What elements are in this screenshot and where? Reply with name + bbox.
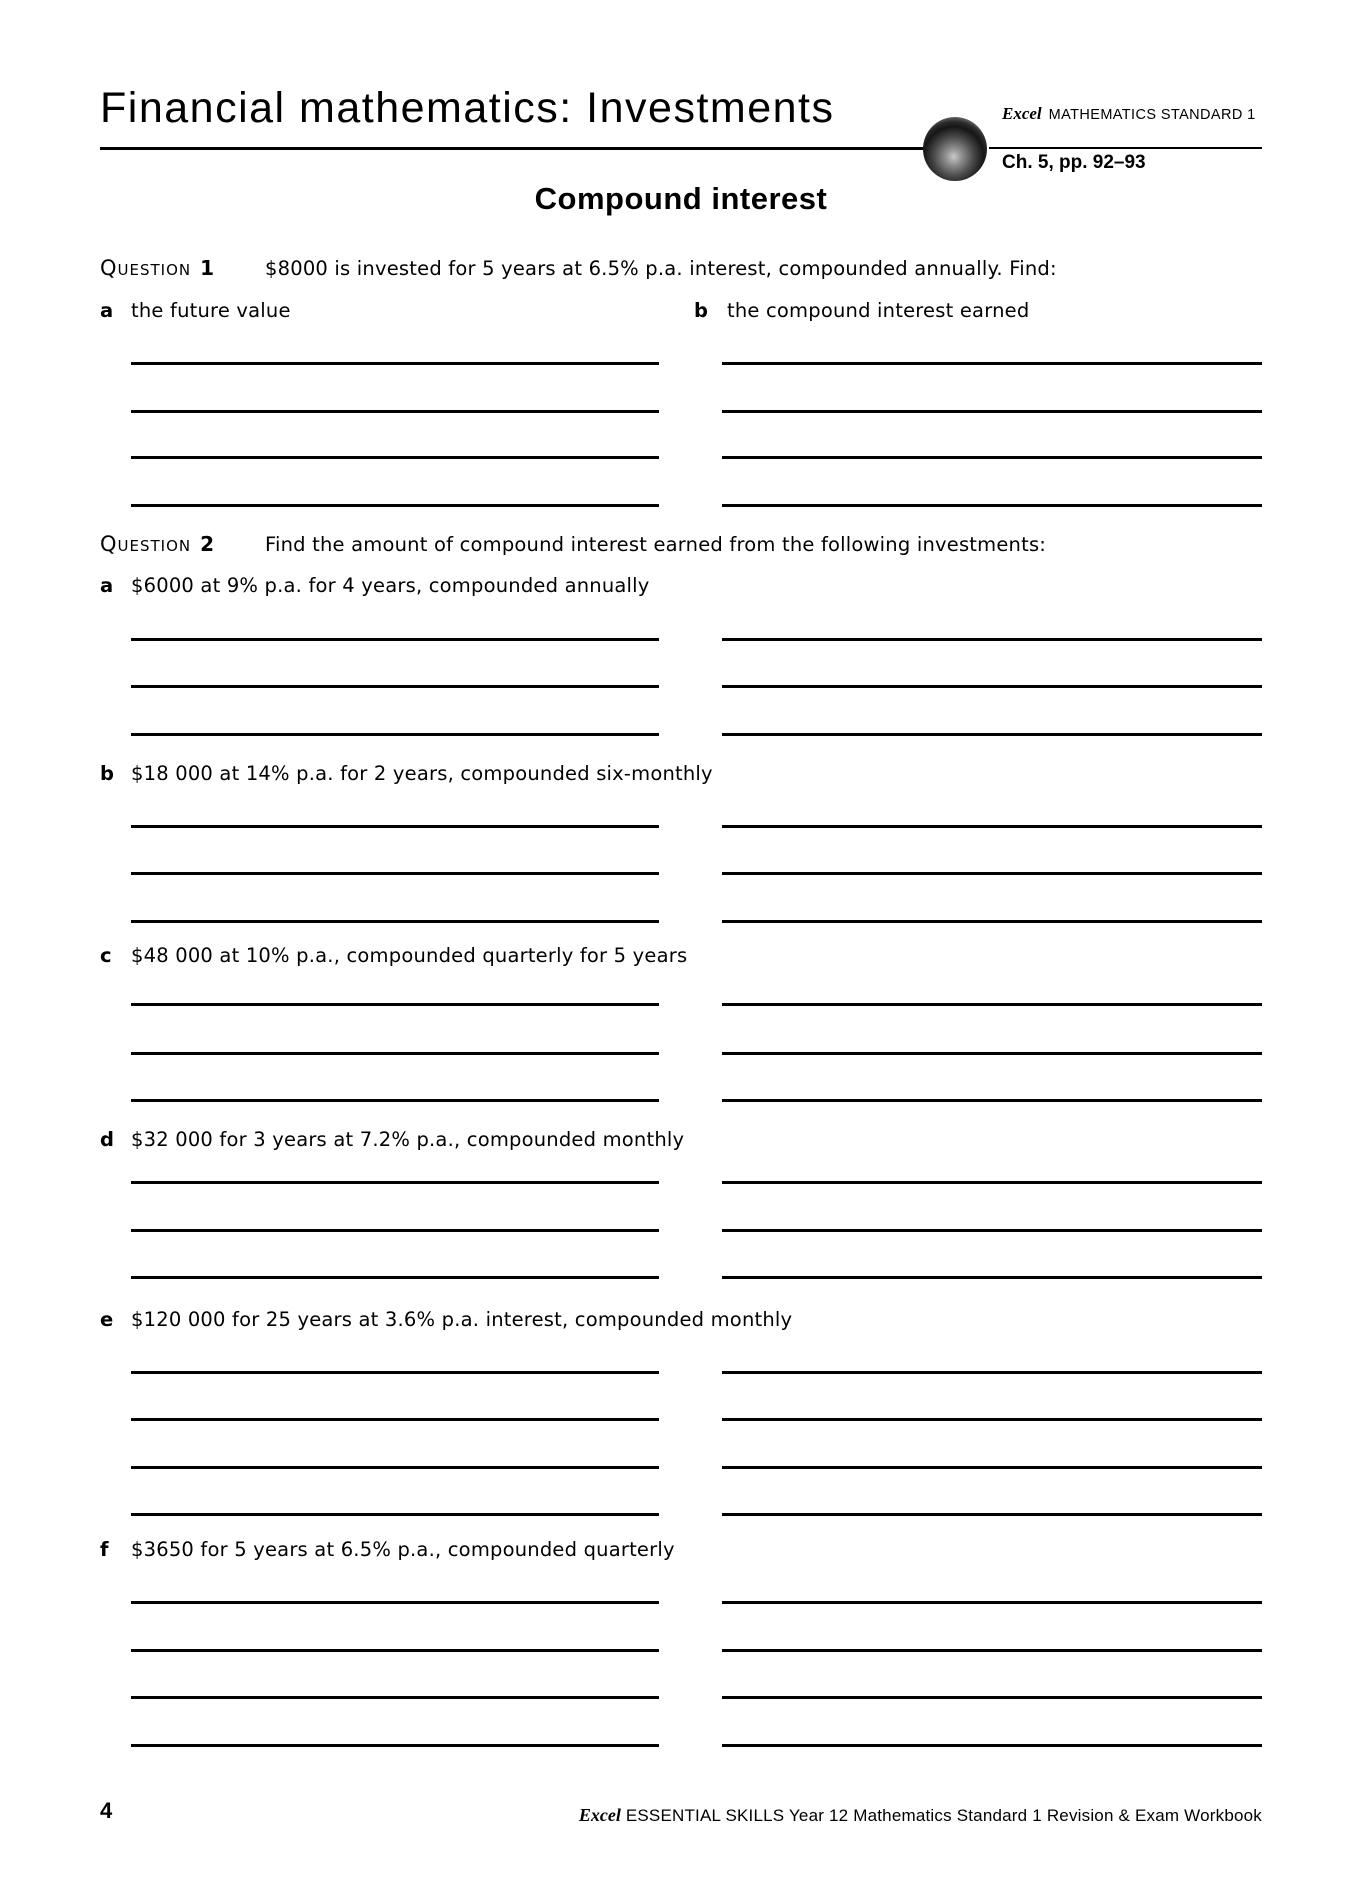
- answer-line: [131, 1181, 659, 1184]
- answer-line: [722, 638, 1262, 641]
- answer-line: [131, 1276, 659, 1279]
- answer-line: [131, 1418, 659, 1421]
- section-heading: Compound interest: [534, 181, 828, 216]
- part-label: a: [100, 574, 114, 597]
- answer-line: [131, 504, 659, 507]
- answer-line: [131, 638, 659, 641]
- question-2-part-b: [100, 762, 713, 785]
- answer-line: [131, 1649, 659, 1652]
- question-1-part-a: [100, 299, 291, 322]
- answer-line: [722, 872, 1262, 875]
- question-label: Question: [100, 532, 192, 556]
- sphere-logo-icon: [923, 117, 987, 181]
- part-text: the future value: [131, 299, 291, 322]
- answer-line: [131, 872, 659, 875]
- answer-line: [722, 920, 1262, 923]
- part-text: $6000 at 9% p.a. for 4 years, compounded annually: [131, 574, 650, 597]
- question-2-part-f: [100, 1538, 675, 1561]
- part-text: the compound interest earned: [727, 299, 1030, 322]
- question-text: $8000 is invested for 5 years at 6.5% p.a. interest, compounded annually. Find:: [265, 257, 1057, 280]
- answer-line: [722, 1649, 1262, 1652]
- question-2-part-a: [100, 574, 650, 597]
- answer-line: [131, 1513, 659, 1516]
- part-label: d: [100, 1128, 115, 1151]
- answer-line: [131, 920, 659, 923]
- question-2-part-d: [100, 1128, 685, 1151]
- question-label: Question: [100, 256, 192, 280]
- brand-rule: [989, 147, 1262, 149]
- answer-line: [722, 1418, 1262, 1421]
- answer-line: [131, 456, 659, 459]
- part-label: c: [100, 944, 112, 967]
- answer-line: [131, 1371, 659, 1374]
- part-label: f: [100, 1538, 109, 1561]
- question-1-header: [100, 256, 1057, 280]
- question-text: Find the amount of compound interest earned from the following investments:: [265, 533, 1047, 556]
- answer-line: [131, 362, 659, 365]
- answer-line: [722, 1696, 1262, 1699]
- answer-line: [131, 1744, 659, 1747]
- answer-line: [722, 1744, 1262, 1747]
- question-2-part-c: [100, 944, 688, 967]
- footer-book-title-text: ESSENTIAL SKILLS Year 12 Mathematics Standard 1 Revision & Exam Workbook: [625, 1806, 1262, 1825]
- question-2-header: [100, 532, 1047, 556]
- answer-line: [722, 456, 1262, 459]
- answer-line: [131, 1099, 659, 1102]
- page-title: Financial mathematics: Investments: [100, 84, 835, 132]
- part-label: e: [100, 1308, 114, 1331]
- answer-line: [131, 1229, 659, 1232]
- answer-line: [722, 733, 1262, 736]
- answer-line: [722, 685, 1262, 688]
- part-text: $120 000 for 25 years at 3.6% p.a. interest, compounded monthly: [131, 1308, 793, 1331]
- part-text: $3650 for 5 years at 6.5% p.a., compounded quarterly: [131, 1538, 675, 1561]
- part-label: a: [100, 299, 114, 322]
- answer-line: [722, 1513, 1262, 1516]
- answer-line: [722, 504, 1262, 507]
- question-2-part-e: [100, 1308, 793, 1331]
- answer-line: [131, 825, 659, 828]
- question-number: 2: [200, 532, 215, 556]
- brand-series: MATHEMATICS STANDARD 1: [1048, 107, 1256, 123]
- answer-line: [131, 1696, 659, 1699]
- excel-logo: Excel: [578, 1805, 621, 1825]
- answer-line: [131, 1601, 659, 1604]
- answer-line: [722, 1466, 1262, 1469]
- answer-line: [722, 1601, 1262, 1604]
- answer-line: [131, 1003, 659, 1006]
- answer-line: [722, 362, 1262, 365]
- answer-line: [722, 1099, 1262, 1102]
- chapter-reference: Ch. 5, pp. 92–93: [1002, 152, 1146, 173]
- answer-line: [722, 1052, 1262, 1055]
- header-rule: [100, 147, 936, 150]
- footer-book-title: [579, 1805, 1262, 1826]
- brand-line: [1002, 104, 1256, 124]
- answer-line: [131, 685, 659, 688]
- part-label: b: [694, 299, 709, 322]
- answer-line: [131, 410, 659, 413]
- answer-line: [722, 410, 1262, 413]
- answer-line: [722, 1003, 1262, 1006]
- answer-line: [722, 1229, 1262, 1232]
- question-number: 1: [200, 256, 215, 280]
- answer-line: [131, 733, 659, 736]
- part-text: $48 000 at 10% p.a., compounded quarterly for 5 years: [131, 944, 688, 967]
- answer-line: [722, 1371, 1262, 1374]
- excel-logo: Excel: [1002, 104, 1042, 123]
- question-1-part-b: [694, 299, 1030, 322]
- answer-line: [131, 1052, 659, 1055]
- part-text: $32 000 for 3 years at 7.2% p.a., compounded monthly: [131, 1128, 685, 1151]
- page-number: 4: [100, 1798, 113, 1823]
- part-text: $18 000 at 14% p.a. for 2 years, compounded six-monthly: [131, 762, 713, 785]
- answer-line: [722, 825, 1262, 828]
- answer-line: [722, 1276, 1262, 1279]
- part-label: b: [100, 762, 115, 785]
- answer-line: [722, 1181, 1262, 1184]
- answer-line: [131, 1466, 659, 1469]
